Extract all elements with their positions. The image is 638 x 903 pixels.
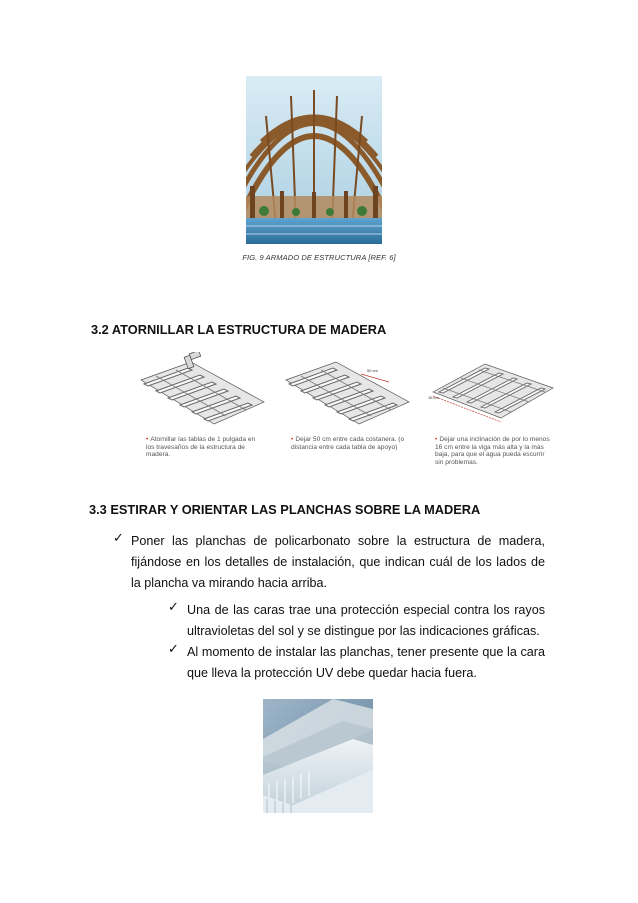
panel-1-text: Atornillar las tablas de 1 pulgada en los travesaños de la estructura de madera. (146, 436, 256, 459)
section-heading-3-2: 3.2 ATORNILLAR LA ESTRUCTURA DE MADERA (91, 322, 387, 337)
instruction-panel-1: • Atornillar las tablas de 1 pulgada en los travesaños de la estructura de madera. (136, 352, 269, 478)
panel-3-dimension: 16 cm (428, 395, 439, 400)
panel-2-dimension: 50 cm (367, 368, 378, 373)
panel-3-text: Dejar una inclinación de por lo menos 16 cm entre la viga más alta y la más baja, para que el agua pueda escurrir sin problemas. (435, 436, 550, 466)
checkmark-icon: ✓ (168, 599, 179, 614)
panel-2-text: Dejar 50 cm entre cada costanera. (o distancia entre cada tabla de apoyo) (291, 436, 405, 451)
section-heading-3-3: 3.3 ESTIRAR Y ORIENTAR LAS PLANCHAS SOBRE LA MADERA (89, 502, 481, 517)
roof-structure-image (246, 76, 382, 244)
figure-caption: FIG. 9 ARMADO DE ESTRUCTURA [REF. 6] (242, 253, 396, 262)
checkmark-icon: ✓ (113, 530, 124, 545)
polycarbonate-sheet-image (263, 699, 373, 813)
instruction-panel-3: 16 cm • Dejar una inclinación de por lo menos 16 cm entre la viga más alta y la más baja, para que el agua pueda escurrir sin problemas. (425, 352, 558, 478)
list-item: Una de las caras trae una protección especial contra los rayos ultravioletas del sol y se distingue por las indicaciones gráficas. (187, 603, 545, 638)
list-item: Al momento de instalar las planchas, tener presente que la cara que lleva la protección UV debe quedar hacia fuera. (187, 645, 545, 680)
list-item: Poner las planchas de policarbonato sobre la estructura de madera, fijándose en los detalles de instalación, que indican cuál de los lados de la plancha va mirando hacia arriba. (131, 534, 545, 590)
checkmark-icon: ✓ (168, 641, 179, 656)
instruction-panel-2: 50 cm • Dejar 50 cm entre cada costanera. (o distancia entre cada tabla de apoyo) (281, 352, 414, 478)
